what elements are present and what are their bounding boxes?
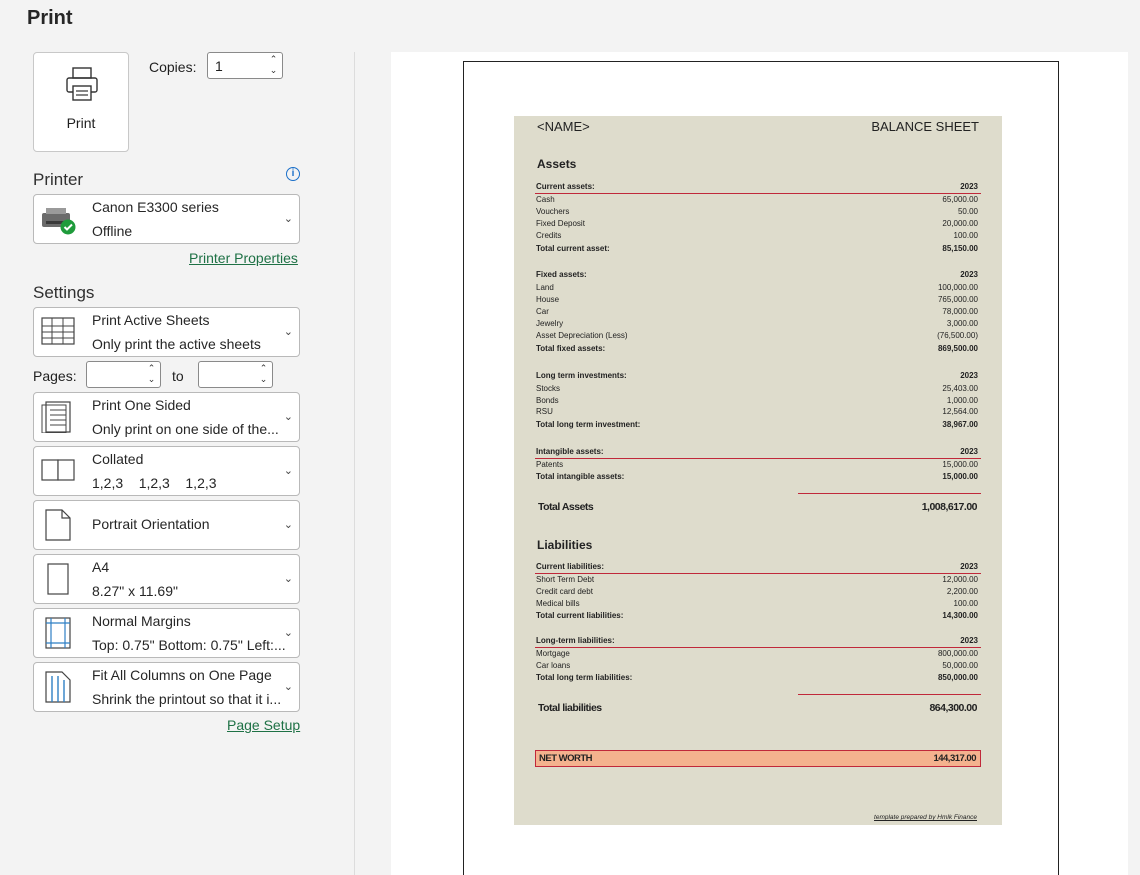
pages-label: Pages: — [33, 368, 77, 384]
row-value: 765,000.00 — [937, 295, 978, 304]
collation-dropdown[interactable] — [33, 446, 300, 496]
scaling-dropdown[interactable] — [33, 662, 300, 712]
pages-to-label: to — [172, 368, 184, 384]
paper-size-title: A4 — [92, 559, 110, 575]
net-worth-value: 144,317.00 — [933, 753, 976, 764]
total-value: 14,300.00 — [942, 611, 978, 620]
collation-subtitle: 1,2,3 1,2,3 1,2,3 — [92, 475, 217, 491]
total-rule — [798, 694, 981, 695]
row-label: Vouchers — [536, 207, 570, 216]
total-value: 15,000.00 — [942, 472, 978, 481]
section-rule — [535, 458, 981, 459]
total-label: Total fixed assets: — [536, 344, 606, 353]
pages-to-stepper[interactable] — [198, 361, 273, 388]
chevron-down-icon: ⌄ — [283, 627, 293, 639]
portrait-page-icon — [40, 509, 78, 541]
row-label: Cash — [536, 195, 555, 204]
total-label: Total long term investment: — [536, 420, 641, 429]
year-label: 2023 — [960, 270, 978, 279]
printer-section-label: Printer — [33, 170, 84, 189]
assets-heading: Assets — [537, 157, 577, 171]
row-label: Short Term Debt — [536, 575, 595, 584]
print-what-dropdown[interactable] — [33, 307, 300, 357]
margins-title: Normal Margins — [92, 613, 191, 629]
pages-from-spin-arrows[interactable]: ⌃ ⌄ — [147, 363, 156, 384]
orientation-title: Portrait Orientation — [92, 516, 210, 532]
chevron-down-icon: ⌄ — [283, 681, 293, 693]
pages-to-spin-arrows[interactable]: ⌃ ⌄ — [259, 363, 268, 384]
row-label: Land — [536, 283, 554, 292]
printer-name: Canon E3300 series — [92, 199, 219, 215]
total-rule — [798, 493, 981, 494]
current-assets-header: Current assets: — [536, 182, 595, 191]
printer-properties-link[interactable]: Printer Properties — [189, 250, 298, 266]
current-liabilities-header: Current liabilities: — [536, 562, 605, 571]
total-assets-label: Total Assets — [538, 501, 594, 513]
row-label: Credits — [536, 231, 562, 240]
chevron-down-icon: ⌄ — [283, 573, 293, 585]
row-value: 3,000.00 — [946, 319, 978, 328]
section-rule — [535, 647, 981, 648]
row-label: Patents — [536, 460, 564, 469]
year-label: 2023 — [960, 447, 978, 456]
chevron-down-icon: ⌄ — [283, 213, 293, 225]
row-label: RSU — [536, 407, 553, 416]
total-liabilities-label: Total liabilities — [538, 702, 602, 714]
sides-dropdown[interactable] — [33, 392, 300, 442]
print-button[interactable] — [33, 52, 129, 152]
copies-spin-arrows[interactable]: ⌃ ⌄ — [269, 54, 278, 75]
row-label: House — [536, 295, 560, 304]
print-what-subtitle: Only print the active sheets — [92, 336, 261, 352]
total-assets-value: 1,008,617.00 — [921, 501, 977, 513]
row-value: 50,000.00 — [942, 661, 978, 670]
total-liabilities-value: 864,300.00 — [929, 702, 977, 714]
row-label: Asset Depreciation (Less) — [536, 331, 628, 340]
row-value: 20,000.00 — [942, 219, 978, 228]
section-rule — [535, 573, 981, 574]
row-value: 1,000.00 — [946, 396, 978, 405]
row-value: 15,000.00 — [942, 460, 978, 469]
doc-title: BALANCE SHEET — [871, 119, 979, 134]
row-value: (76,500.00) — [937, 331, 978, 340]
printer-dropdown[interactable] — [33, 194, 300, 244]
intangible-assets-header: Intangible assets: — [536, 447, 604, 456]
name-placeholder: <NAME> — [537, 119, 590, 134]
row-value: 800,000.00 — [937, 649, 978, 658]
paper-size-dropdown[interactable] — [33, 554, 300, 604]
total-label: Total intangible assets: — [536, 472, 625, 481]
one-sided-page-icon — [40, 401, 78, 433]
net-worth-label: NET WORTH — [539, 753, 593, 764]
printer-device-icon — [40, 203, 78, 235]
long-term-liabilities-header: Long-term liabilities: — [536, 636, 615, 645]
row-label: Stocks — [536, 384, 561, 393]
total-value: 85,150.00 — [942, 244, 978, 253]
sides-subtitle: Only print on one side of the... — [92, 421, 279, 437]
margins-subtitle: Top: 0.75" Bottom: 0.75" Left:... — [92, 637, 286, 653]
pages-from-stepper[interactable] — [86, 361, 161, 388]
long-term-investments-header: Long term investments: — [536, 371, 627, 380]
fit-columns-icon — [40, 671, 78, 703]
total-label: Total current liabilities: — [536, 611, 624, 620]
total-label: Total long term liabilities: — [536, 673, 633, 682]
chevron-down-icon: ⌄ — [283, 411, 293, 423]
margins-dropdown[interactable] — [33, 608, 300, 658]
scaling-title: Fit All Columns on One Page — [92, 667, 272, 683]
row-label: Jewelry — [536, 319, 564, 328]
row-value: 25,403.00 — [942, 384, 978, 393]
settings-section-label: Settings — [33, 283, 95, 302]
year-label: 2023 — [960, 562, 978, 571]
year-label: 2023 — [960, 182, 978, 191]
row-value: 100.00 — [953, 599, 978, 608]
copies-value[interactable]: 1 — [215, 58, 223, 74]
row-value: 12,000.00 — [942, 575, 978, 584]
fixed-assets-header: Fixed assets: — [536, 270, 587, 279]
print-what-title: Print Active Sheets — [92, 312, 210, 328]
row-label: Mortgage — [536, 649, 570, 658]
row-label: Medical bills — [536, 599, 580, 608]
collated-icon — [40, 455, 78, 487]
row-value: 2,200.00 — [946, 587, 978, 596]
total-value: 38,967.00 — [942, 420, 978, 429]
row-label: Car — [536, 307, 549, 316]
info-icon[interactable]: i — [286, 167, 300, 181]
row-value: 65,000.00 — [942, 195, 978, 204]
panel-divider — [354, 52, 355, 875]
total-label: Total current asset: — [536, 244, 610, 253]
liabilities-heading: Liabilities — [537, 538, 593, 552]
total-value: 869,500.00 — [937, 344, 978, 353]
printer-status: Offline — [92, 223, 133, 239]
row-value: 12,564.00 — [942, 407, 978, 416]
page-title: Print — [27, 7, 73, 29]
row-value: 100,000.00 — [937, 283, 978, 292]
copies-stepper[interactable] — [207, 52, 283, 79]
sheet-grid-icon — [40, 316, 78, 348]
sides-title: Print One Sided — [92, 397, 191, 413]
chevron-down-icon: ⌄ — [283, 326, 293, 338]
row-value: 50.00 — [957, 207, 978, 216]
template-credit-link[interactable]: template prepared by Hmlk Finance — [874, 814, 977, 821]
margins-icon — [40, 617, 78, 649]
row-label: Bonds — [536, 396, 559, 405]
net-worth-row — [535, 750, 981, 767]
row-value: 78,000.00 — [942, 307, 978, 316]
row-value: 100.00 — [953, 231, 978, 240]
paper-size-subtitle: 8.27" x 11.69" — [92, 583, 178, 599]
copies-label: Copies: — [149, 59, 197, 75]
balance-sheet-preview — [514, 116, 1002, 825]
row-label: Fixed Deposit — [536, 219, 585, 228]
collation-title: Collated — [92, 451, 144, 467]
chevron-down-icon: ⌄ — [283, 519, 293, 531]
scaling-subtitle: Shrink the printout so that it i... — [92, 691, 282, 707]
row-label: Credit card debt — [536, 587, 593, 596]
total-value: 850,000.00 — [937, 673, 978, 682]
year-label: 2023 — [960, 371, 978, 380]
printer-icon — [65, 67, 99, 103]
page-setup-link[interactable]: Page Setup — [227, 717, 301, 733]
print-button-label: Print — [66, 115, 96, 131]
orientation-dropdown[interactable] — [33, 500, 300, 550]
section-rule — [535, 193, 981, 194]
year-label: 2023 — [960, 636, 978, 645]
row-label: Car loans — [536, 661, 571, 670]
paper-size-icon — [40, 563, 78, 595]
chevron-down-icon: ⌄ — [283, 465, 293, 477]
